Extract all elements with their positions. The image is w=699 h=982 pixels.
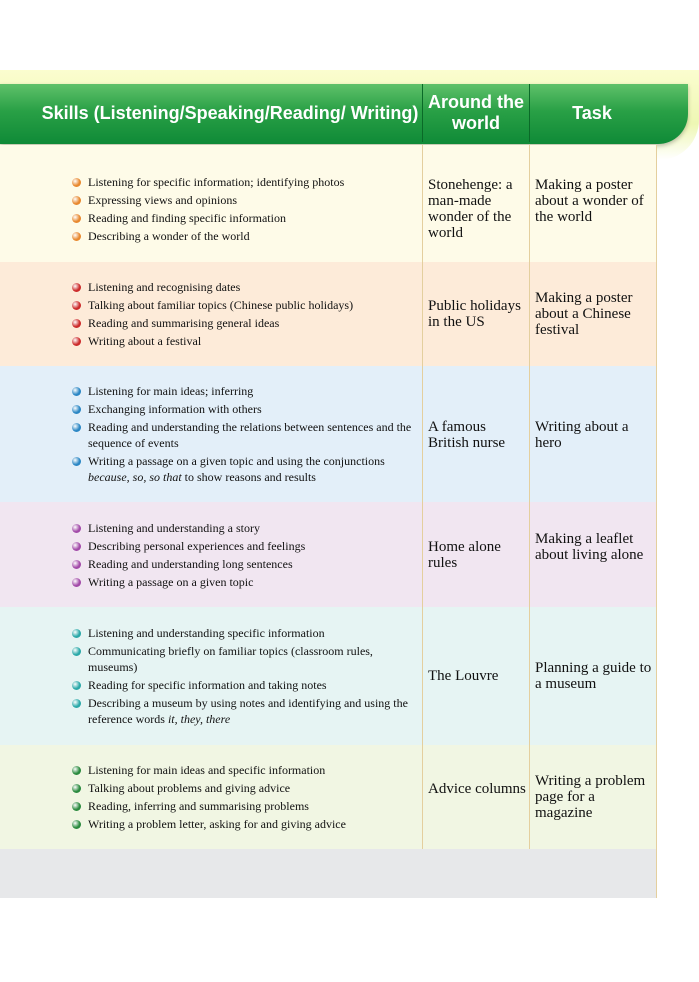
table-header	[0, 84, 688, 144]
skill-item: Listening for main ideas; inferring	[70, 382, 415, 400]
task-cell: Making a leaflet about living alone	[535, 531, 644, 563]
table-row	[0, 502, 657, 607]
footer-band	[0, 849, 657, 898]
table-row	[0, 262, 657, 366]
skill-item: Reading and summarising general ideas	[70, 314, 415, 332]
around-the-world-cell: Home alone rules	[428, 539, 501, 571]
skill-item: Listening and understanding a story	[70, 519, 415, 537]
skills-list	[70, 761, 415, 833]
table-row	[0, 745, 657, 849]
table-row	[0, 366, 657, 502]
bullet-dot-icon	[72, 647, 81, 656]
around-the-world-cell: The Louvre	[428, 668, 499, 684]
bullet-dot-icon	[72, 629, 81, 638]
skill-item: Talking about familiar topics (Chinese public holidays)	[70, 296, 415, 314]
skill-item: Reading and understanding the relations between sentences and the sequence of events	[70, 418, 415, 452]
skill-item: Listening and understanding specific information	[70, 624, 415, 642]
skill-item: Writing a problem letter, asking for and giving advice	[70, 815, 415, 833]
bullet-dot-icon	[72, 802, 81, 811]
around-the-world-cell: Public holidays in the US	[428, 298, 521, 330]
skill-item: Exchanging information with others	[70, 400, 415, 418]
skill-item: Listening and recognising dates	[70, 278, 415, 296]
task-cell: Making a poster about a Chinese festival	[535, 290, 633, 338]
around-the-world-cell: A famous British nurse	[428, 419, 506, 451]
bullet-dot-icon	[72, 214, 81, 223]
bullet-dot-icon	[72, 283, 81, 292]
skills-list	[70, 382, 415, 486]
task-cell: Writing about a hero	[535, 419, 629, 451]
bullet-dot-icon	[72, 387, 81, 396]
bullet-dot-icon	[72, 784, 81, 793]
skills-list	[70, 519, 415, 591]
bullet-dot-icon	[72, 457, 81, 466]
bullet-dot-icon	[72, 196, 81, 205]
skill-item: Listening for specific information; identifying photos	[70, 173, 415, 191]
bullet-dot-icon	[72, 232, 81, 241]
skill-item: Listening for main ideas and specific information	[70, 761, 415, 779]
skill-item: Talking about problems and giving advice	[70, 779, 415, 797]
task-cell: Planning a guide to a museum	[535, 660, 652, 692]
bullet-dot-icon	[72, 766, 81, 775]
bullet-dot-icon	[72, 560, 81, 569]
skills-list	[70, 624, 415, 728]
task-cell: Writing a problem page for a magazine	[535, 773, 646, 821]
skill-item: Describing a museum by using notes and identifying and using the reference words it, they, there	[70, 694, 415, 728]
header-task: Task	[572, 102, 612, 123]
bullet-dot-icon	[72, 578, 81, 587]
skill-item: Communicating briefly on familiar topics (classroom rules, museums)	[70, 642, 415, 676]
around-the-world-cell: Advice columns	[428, 781, 526, 797]
skill-item: Writing about a festival	[70, 332, 415, 350]
bullet-dot-icon	[72, 301, 81, 310]
skills-list	[70, 278, 415, 350]
bullet-dot-icon	[72, 405, 81, 414]
skills-list	[70, 173, 415, 245]
bullet-dot-icon	[72, 423, 81, 432]
bullet-dot-icon	[72, 337, 81, 346]
bullet-dot-icon	[72, 699, 81, 708]
skill-item: Reading and finding specific information	[70, 209, 415, 227]
bullet-dot-icon	[72, 319, 81, 328]
around-the-world-cell: Stonehenge: a man-made wonder of the world	[428, 177, 513, 241]
skill-item: Reading, inferring and summarising problems	[70, 797, 415, 815]
task-cell: Making a poster about a wonder of the world	[535, 177, 644, 225]
bullet-dot-icon	[72, 542, 81, 551]
bullet-dot-icon	[72, 178, 81, 187]
skill-item: Writing a passage on a given topic and using the conjunctions because, so, so that to show reasons and results	[70, 452, 415, 486]
skill-item: Describing personal experiences and feelings	[70, 537, 415, 555]
skill-item: Reading for specific information and taking notes	[70, 676, 415, 694]
bullet-dot-icon	[72, 820, 81, 829]
table-row	[0, 607, 657, 745]
skill-item: Expressing views and opinions	[70, 191, 415, 209]
header-skills: Skills (Listening/Speaking/Reading/ Writing)	[41, 102, 419, 123]
header-world: Around the world	[428, 92, 524, 133]
skill-item: Reading and understanding long sentences	[70, 555, 415, 573]
bullet-dot-icon	[72, 681, 81, 690]
table-row	[0, 145, 657, 262]
skill-item: Describing a wonder of the world	[70, 227, 415, 245]
bullet-dot-icon	[72, 524, 81, 533]
skill-item: Writing a passage on a given topic	[70, 573, 415, 591]
